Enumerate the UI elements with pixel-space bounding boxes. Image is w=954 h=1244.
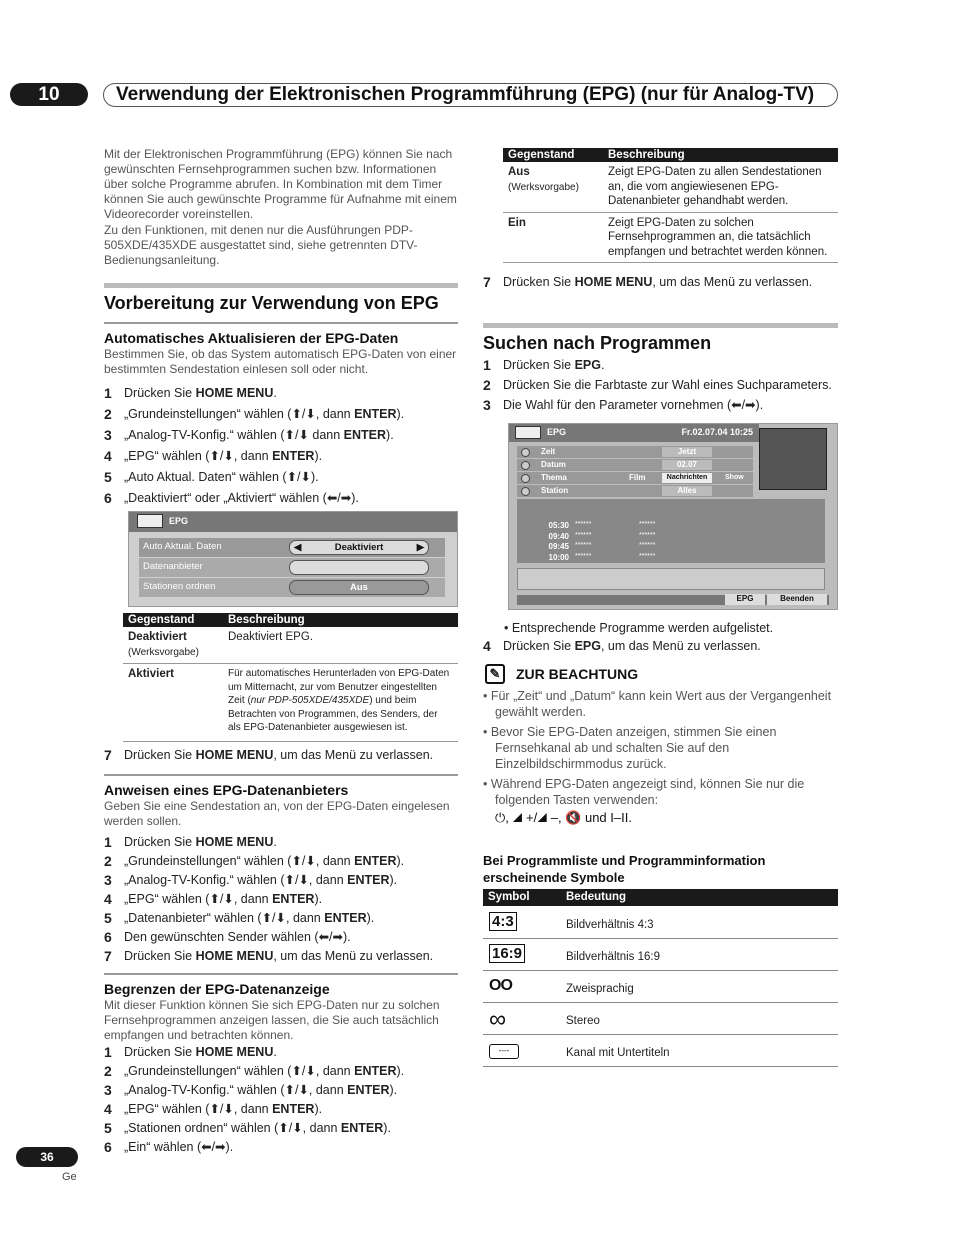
program-title[interactable]: ****** [639,542,656,549]
symbol-row [483,1035,838,1067]
item-name: Aktiviert [128,668,175,680]
step-text: Die Wahl für den Parameter vornehmen (⬅/➡). [503,398,764,412]
step-number: 7 [483,274,491,290]
row-label: Stationen ordnen [143,581,216,592]
value-label: Deaktiviert [334,542,384,553]
step-row [104,1062,458,1081]
key-label: EPG [574,639,601,653]
footer-beenden-button[interactable]: Beenden [767,594,827,605]
step-text: Drücken Sie die Farbtaste zur Wahl eines Suchparameters. [503,378,832,392]
step-row [104,746,458,765]
key-label: ENTER [324,911,367,925]
step-row [483,355,838,375]
step-number: 4 [104,448,112,464]
symbols-title: Bei Programmliste und Programminformation erscheinende Symbole [483,853,766,885]
step-text: Drücken Sie HOME MENU, um das Menü zu verlassen. [124,748,434,762]
anbieter-description: Geben Sie eine Sendestation an, von der EPG-Daten eingelesen werden sollen. [104,799,450,828]
step-number: 1 [104,385,112,401]
table-header [123,613,458,627]
note-item: • Für „Zeit“ und „Datum“ kann kein Wert aus der Vergangenheit gewählt werden. [483,689,832,719]
col-gegenstand: Gegenstand [503,148,603,162]
param-label: Zeit [541,447,556,456]
param-value: 02.07 [662,460,712,470]
screen-tab-label: EPG [169,516,189,526]
chapter-title: Verwendung der Elektronischen Programmführung (EPG) (nur für Analog-TV) [103,83,838,107]
step-number: 4 [483,638,491,654]
value-deaktiviert[interactable]: ◀ Deaktiviert ▶ [289,540,429,555]
epg-settings-screen [128,511,458,607]
screen-header [509,424,759,442]
symbol-row [483,939,838,971]
key-label: HOME MENU [195,949,274,963]
note-title: ZUR BEACHTUNG [516,666,639,682]
screen-header [129,512,457,532]
symbol-icon: OO [489,977,512,994]
col-beschreibung: Beschreibung [223,613,458,627]
step-row [483,637,838,656]
step-number: 3 [483,397,491,413]
step-number: 6 [104,1139,112,1155]
program-title[interactable]: ****** [575,542,592,549]
step-number: 7 [104,747,112,763]
intro-paragraph-1: Mit der Elektronischen Programmführung (EPG) können Sie nach gewünschten Fernsehprogrammen suchen bzw. Informationen über solche Programme abrufen. In Kombination mit dem Timer können Sie auch gewünschte Programme für Aufnahme mit einem Videorecorder voreinstellen. [104,147,457,221]
note-item: • Während EPG-Daten angezeigt sind, können Sie nur die folgenden Tasten verwenden: [483,777,805,807]
step-row [104,1138,458,1157]
row-label: Datenanbieter [143,561,203,572]
step-row [104,404,458,425]
col-symbol: Symbol [488,891,530,903]
step-number: 5 [104,910,112,926]
step-row [104,890,458,909]
step-number: 7 [104,948,112,964]
language-code: Ge [62,1171,77,1183]
step-number: 1 [104,1044,112,1060]
anbieter-steps [104,833,458,966]
suchen-bullet: • Entsprechende Programme werden aufgelistet. [504,621,774,635]
step-row [104,833,458,852]
key-label: EPG [574,358,601,372]
key-label: ENTER [354,854,397,868]
symbol-icon: 4:3 [489,912,517,931]
auto-steps [104,383,458,509]
table-row [503,212,838,263]
symbol-icon: ∞ [489,1006,507,1033]
step-text: Den gewünschten Sender wählen (⬅/➡). [124,930,351,944]
symbols-table-header [483,889,838,906]
param-value: Nachrichten [662,473,712,483]
key-label: HOME MENU [195,748,274,762]
program-time[interactable]: 09:45 [548,542,569,551]
intro-paragraph-2: Zu den Funktionen, mit denen nur die Ausführungen PDP-505XDE/435XDE ausgestattet sind, siehe getrennten DTV-Bedienungsanleitung. [104,223,418,267]
symbol-meaning: Zweisprachig [566,983,634,995]
value-aus[interactable] [289,580,429,595]
step-row [104,446,458,467]
page-number: 36 [16,1147,78,1167]
step-number: 1 [104,834,112,850]
step-row [104,947,458,966]
step-text: „Grundeinstellungen“ wählen (⬆/⬇, dann ENTER). [124,854,405,868]
menu-icon [137,514,163,528]
auto-description: Bestimmen Sie, ob das System automatisch EPG-Daten von einer bestimmten Sendestation einlesen soll oder nicht. [104,347,457,376]
col-beschreibung: Beschreibung [603,148,838,162]
section-title-vorbereitung: Vorbereitung zur Verwendung von EPG [104,283,458,314]
step-text: Drücken Sie HOME MENU. [124,835,277,849]
step-row [483,273,838,292]
key-label: HOME MENU [574,275,653,289]
search-param-row[interactable] [517,472,753,484]
key-label: ENTER [272,449,315,463]
auto-table [123,613,458,742]
program-title[interactable]: ****** [639,531,656,539]
preview-window [759,428,827,490]
symbol-icon: 16:9 [489,944,525,963]
table-row [123,664,458,742]
item-desc: Für automatisches Herunterladen von EPG-Daten um Mitternacht, zur vom Benutzer eingestellten Zeit (nur PDP-505XDE/435XDE) und beim Betrachten von Programmen, des Senders, der als EPG-Datenanbieter ausgewiesen ist. [223,664,458,742]
step-number: 2 [483,377,491,393]
allowed-keys: ⏻, ◢ +/◢ –, 🔇 und I–II. [495,810,632,825]
stationen-step-7 [483,273,838,292]
param-value: Jetzt [662,447,712,457]
search-param-row[interactable] [517,446,753,458]
step-text: Drücken Sie EPG. [503,358,605,372]
symbol-meaning: Bildverhältnis 16:9 [566,951,660,963]
subsection-title-begrenzen: Begrenzen der EPG-Datenanzeige [104,973,458,997]
step-text: „Auto Aktual. Daten“ wählen (⬆/⬇). [124,470,319,484]
step-text: Drücken Sie HOME MENU, um das Menü zu verlassen. [124,949,434,963]
symbol-row [483,907,838,939]
stationen-table [503,148,838,263]
info-area [517,568,825,590]
step-text: „EPG“ wählen (⬆/⬇, dann ENTER). [124,1102,323,1116]
step-text: „Deaktiviert“ oder „Aktiviert“ wählen (⬅/➡). [124,491,359,505]
status-dot-icon [521,474,530,483]
step-text: „Stationen ordnen“ wählen (⬆/⬇, dann ENTER). [124,1121,391,1135]
menu-icon [515,426,541,439]
param-option: Film [629,473,646,482]
section-title-suchen: Suchen nach Programmen [483,323,838,354]
row-label: Auto Aktual. Daten [143,541,222,552]
step-number: 6 [104,490,112,506]
item-desc: Zeigt EPG-Daten zu allen Sendestationen an, die vom angiewiesenen EPG-Datenanbieter gehandhabt werden. [603,162,838,212]
step-row [104,488,458,509]
step-number: 6 [104,929,112,945]
status-dot-icon [521,448,530,457]
table-row [123,627,458,664]
symbol-meaning: Bildverhältnis 4:3 [566,919,654,931]
key-label: ENTER [347,873,390,887]
begrenzen-description: Mit dieser Funktion können Sie sich EPG-Daten nur zu solchen Fernsehprogrammen anzeigen lassen, die Sie auch tatsächlich empfangen und betrachten können. [104,998,440,1042]
step-number: 2 [104,853,112,869]
subsection-title-auto: Automatisches Aktualisieren der EPG-Daten [104,322,458,346]
item-name: Deaktiviert [128,631,187,643]
step-row [104,928,458,947]
program-time[interactable]: 05:30 [548,521,569,530]
step-text: „Ein“ wählen (⬅/➡). [124,1140,234,1154]
key-label: ENTER [354,1064,397,1078]
col-bedeutung: Bedeutung [566,891,627,903]
symbol-row [483,971,838,1003]
step-row [104,1081,458,1100]
param-label: Station [541,486,569,495]
item-name: Aus [508,166,530,178]
step-row [483,375,838,395]
suchen-step-4 [483,637,838,656]
step-row [104,852,458,871]
item-sub: (Werksvorgabe) [128,646,199,658]
step-number: 3 [104,1082,112,1098]
item-sub: (Werksvorgabe) [508,181,579,193]
search-param-row[interactable] [517,485,753,497]
step-text: Drücken Sie HOME MENU. [124,386,277,400]
auto-step-7 [104,746,458,765]
step-text: „Grundeinstellungen“ wählen (⬆/⬇, dann ENTER). [124,407,405,421]
step-text: Drücken Sie HOME MENU. [124,1045,277,1059]
step-text: „Datenanbieter“ wählen (⬆/⬇, dann ENTER). [124,911,375,925]
note-list [483,688,838,812]
param-option: Show [725,474,744,481]
program-title[interactable]: ****** [575,521,592,528]
value-label: Aus [350,582,368,593]
step-row [104,467,458,488]
key-label: ENTER [343,428,387,442]
step-number: 2 [104,406,112,422]
symbol-row [483,1003,838,1035]
step-text: „EPG“ wählen (⬆/⬇, dann ENTER). [124,892,323,906]
param-value: Alles [662,486,712,496]
note-item: • Bevor Sie EPG-Daten anzeigen, stimmen Sie einen Fernsehkanal ab und schalten Sie auf den Einzelbildschirmmodus zurück. [483,725,777,771]
step-text: „Grundeinstellungen“ wählen (⬆/⬇, dann ENTER). [124,1064,405,1078]
col-gegenstand: Gegenstand [123,613,223,627]
note-pencil-icon: ✎ [485,664,505,684]
param-label: Datum [541,460,566,469]
step-number: 5 [104,469,112,485]
item-desc: Deaktiviert EPG. [223,627,458,664]
program-title[interactable]: ****** [575,552,592,560]
step-text: „Analog-TV-Konfig.“ wählen (⬆/⬇, dann ENTER). [124,1083,398,1097]
program-title[interactable]: ****** [575,531,592,539]
step-number: 4 [104,891,112,907]
step-number: 3 [104,427,112,443]
program-time[interactable]: 10:00 [548,552,569,562]
key-label: HOME MENU [195,386,274,400]
key-label: HOME MENU [195,1045,274,1059]
begrenzen-steps [104,1043,458,1157]
footer-epg-button[interactable]: EPG [725,594,765,605]
step-number: 3 [104,872,112,888]
table-row [503,162,838,212]
key-label: ENTER [340,1121,384,1135]
item-desc: Zeigt EPG-Daten zu solchen Fernsehprogrammen an, die tatsächlich empfangen und betrachtet werden können. [603,212,838,263]
step-number: 4 [104,1101,112,1117]
symbol-meaning: Kanal mit Untertiteln [566,1047,670,1059]
subsection-title-anbieter: Anweisen eines EPG-Datenanbieters [104,774,458,798]
program-title[interactable]: ****** [639,552,656,560]
step-number: 1 [483,357,491,373]
program-title[interactable]: ****** [639,521,656,528]
key-label: ENTER [347,1083,390,1097]
status-dot-icon [521,461,530,470]
step-text: „Analog-TV-Konfig.“ wählen (⬆/⬇, dann ENTER). [124,873,398,887]
step-row [104,871,458,890]
chapter-number: 10 [10,83,88,106]
step-row [104,1100,458,1119]
step-row [104,1043,458,1062]
key-label: ENTER [354,407,397,421]
item-name: Ein [508,216,526,229]
step-row [104,425,458,446]
suchen-steps [483,355,838,415]
step-number: 5 [104,1120,112,1136]
step-row [104,1119,458,1138]
step-text: Drücken Sie EPG, um das Menü zu verlassen. [503,639,761,653]
epg-search-screen [508,423,838,610]
search-param-row[interactable] [517,459,753,471]
step-text: „Analog-TV-Konfig.“ wählen (⬆/⬇ dann ENTER). [124,428,394,442]
screen-tab-label: EPG [547,427,567,437]
step-number: 2 [104,1063,112,1079]
status-dot-icon [521,487,530,496]
step-row [483,395,838,415]
step-text: „EPG“ wählen (⬆/⬇, dann ENTER). [124,449,323,463]
table-header [503,148,838,162]
value-datenanbieter [289,560,429,575]
symbol-icon: ---- [489,1044,519,1059]
symbol-meaning: Stereo [566,1015,600,1027]
param-label: Thema [541,473,567,482]
step-text: Drücken Sie HOME MENU, um das Menü zu verlassen. [503,275,813,289]
key-label: HOME MENU [195,835,274,849]
key-label: ENTER [272,1102,315,1116]
step-row [104,383,458,404]
key-label: ENTER [272,892,315,906]
program-time[interactable]: 09:40 [548,531,569,541]
screen-date: Fr.02.07.04 10:25 [681,427,753,437]
step-row [104,909,458,928]
